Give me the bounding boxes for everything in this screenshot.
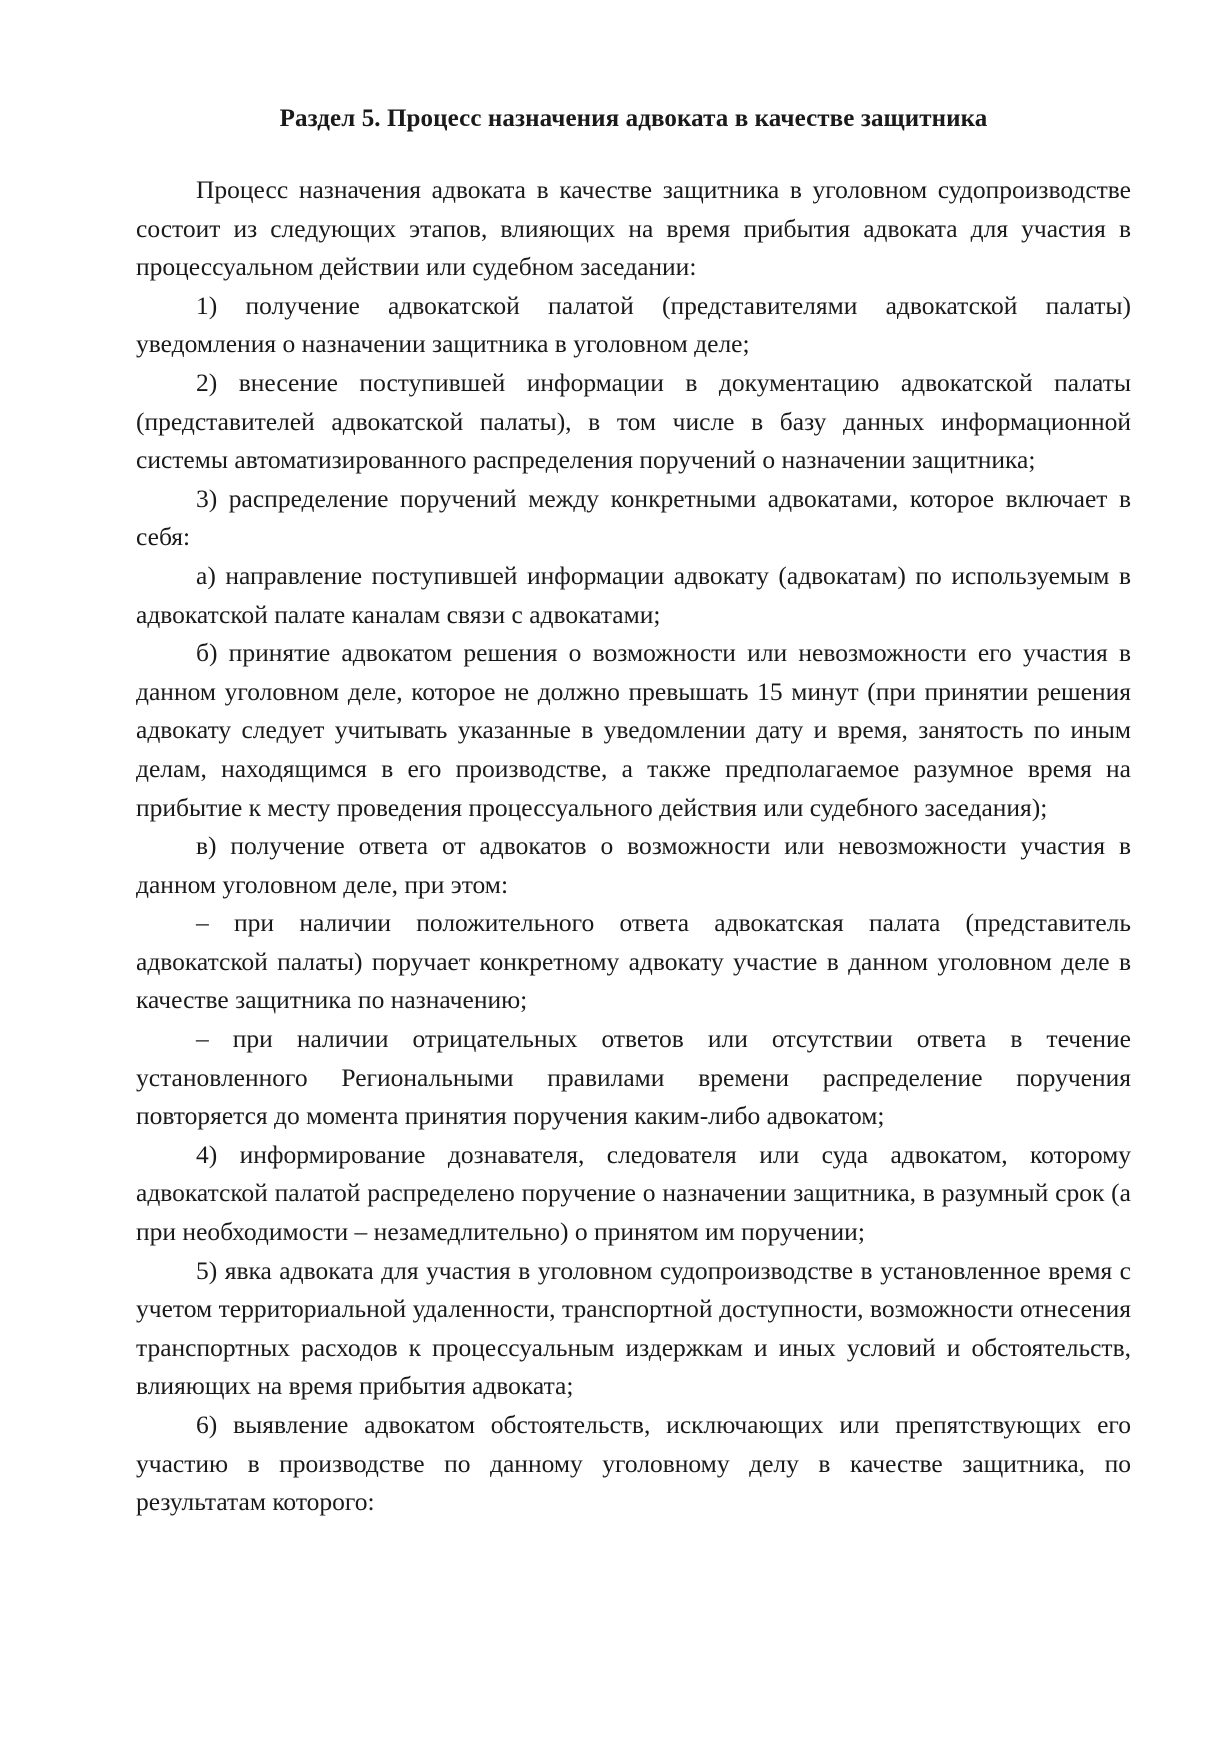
paragraph-item-4: 4) информирование дознавателя, следователя или суда адвокатом, которому адвокатской палатой распределено поручение о назначении защитника, в разумный срок (а при необходимости – незамедлительно) о принятом им поручении; — [136, 1139, 1131, 1247]
paragraph-dash-negative: – при наличии отрицательных ответов или отсутствии ответа в течение установленного Региональными правилами времени распределение поручения повторяется до момента принятия поручения каким-либо адвокатом; — [136, 1024, 1131, 1131]
paragraph-item-5: 5) явка адвоката для участия в уголовном судопроизводстве в установленное время с учетом территориальной удаленности, транспортной доступности, возможности отнесения транспортных расходов к процессуальным издержкам и иных условий и обстоятельств, влияющих на время прибытия адвоката; — [136, 1255, 1131, 1401]
paragraph-item-2: 2) внесение поступившей информации в документацию адвокатской палаты (представителей адвокатской палаты), в том числе в базу данных информационной системы автоматизированного распределения поручений о назначении защитника; — [136, 367, 1131, 475]
document-page — [136, 100, 1131, 1522]
paragraph-item-3a: а) направление поступившей информации адвокату (адвокатам) по используемым в адвокатской палате каналам связи с адвокатами; — [136, 560, 1131, 629]
paragraph-item-3: 3) распределение поручений между конкретными адвокатами, которое включает в себя: — [136, 483, 1131, 552]
paragraph-item-6: 6) выявление адвокатом обстоятельств, исключающих или препятствующих его участию в производстве по данному уголовному делу в качестве защитника, по результатам которого: — [136, 1410, 1131, 1517]
paragraph-intro: Процесс назначения адвоката в качестве защитника в уголовном судопроизводстве состоит из следующих этапов, влияющих на время прибытия адвоката для участия в процессуальном действии или судебном заседании: — [136, 175, 1131, 282]
paragraph-item-3b: б) принятие адвокатом решения о возможности или невозможности его участия в данном уголовном деле, которое не должно превышать 15 минут (при принятии решения адвокату следует учитывать указанные в уведомлении дату и время, занятость по иным делам, находящимся в его производстве, а также предполагаемое разумное время на прибытие к месту проведения процессуального действия или судебного заседания); — [136, 638, 1131, 822]
paragraph-dash-positive: – при наличии положительного ответа адвокатская палата (представитель адвокатской палаты) поручает конкретному адвокату участие в данном уголовном деле в качестве защитника по назначению; — [136, 908, 1131, 1015]
paragraph-item-1: 1) получение адвокатской палатой (представителями адвокатской палаты) уведомления о назначении защитника в уголовном деле; — [136, 290, 1131, 359]
paragraph-item-3v: в) получение ответа от адвокатов о возможности или невозможности участия в данном уголовном деле, при этом: — [136, 831, 1131, 899]
section-heading: Раздел 5. Процесс назначения адвоката в качестве защитника — [279, 105, 988, 132]
